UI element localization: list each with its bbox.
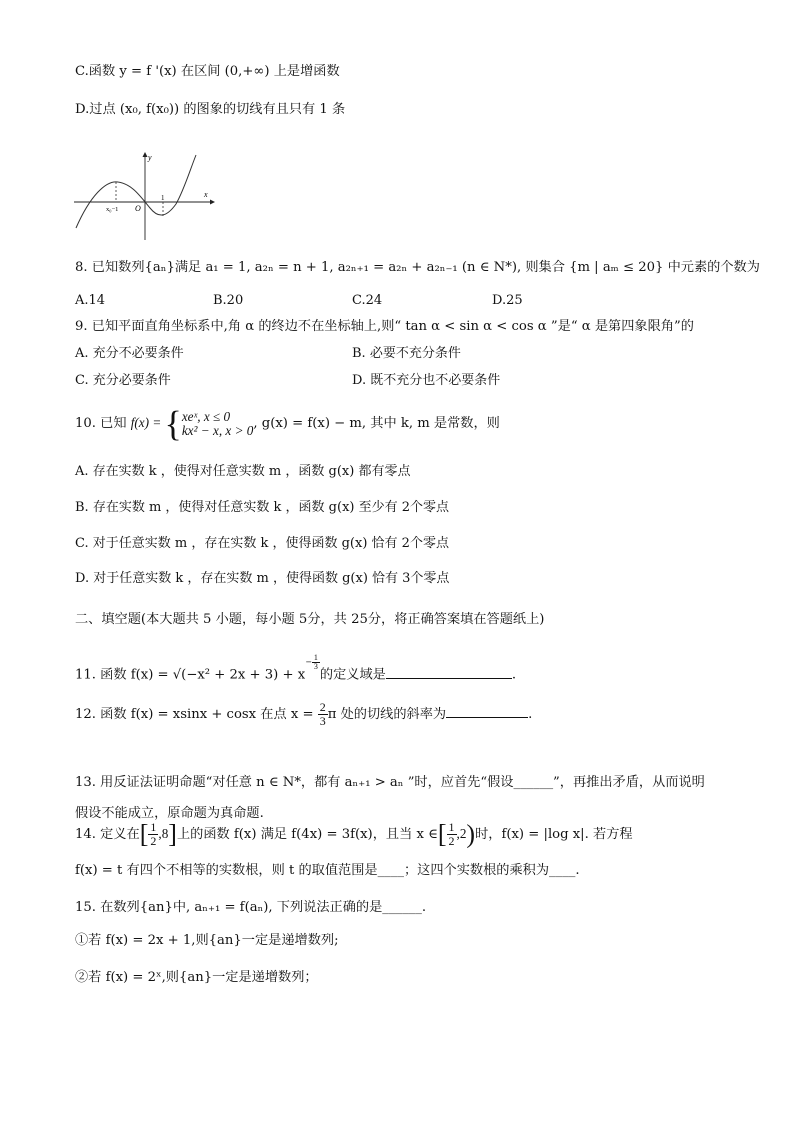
q14-int2-num: 1 bbox=[448, 820, 455, 834]
q10-suffix: , g(x) = f(x) − m, 其中 k, m 是常数，则 bbox=[253, 416, 500, 431]
q14-int2-end: ,2 bbox=[456, 826, 467, 841]
q12-suffix: π 处的切线的斜率为 bbox=[327, 707, 447, 722]
q10-option-b: B. 存在实数 m ，使得对任意实数 k ，函数 g(x) 至少有 2个零点 bbox=[75, 500, 450, 515]
q9-option-a: A. 充分不必要条件 bbox=[75, 346, 184, 361]
y-axis-arrow bbox=[143, 152, 148, 157]
q14-int2-den: 2 bbox=[448, 834, 455, 848]
q10-option-a: A. 存在实数 k ，使得对任意实数 m ，函数 g(x) 都有零点 bbox=[75, 464, 411, 479]
q12-frac-num: 2 bbox=[319, 700, 326, 714]
function-curve bbox=[76, 155, 196, 228]
q14-int1-den: 2 bbox=[150, 834, 157, 848]
x-axis-arrow bbox=[210, 200, 215, 205]
q11-exp-den: 3 bbox=[313, 662, 318, 671]
y-axis-label: y bbox=[148, 153, 152, 162]
q8-option-c: C.24 bbox=[352, 293, 383, 308]
q11-suffix: 的定义域是 bbox=[319, 667, 386, 683]
q14-mid: 上的函数 f(x) 满足 f(4x) = 3f(x)，且当 x ∈ bbox=[176, 827, 438, 842]
q15-stem: 15. 在数列{an}中, aₙ₊₁ = f(aₙ), 下列说法正确的是______. bbox=[75, 900, 427, 915]
x-axis-label: x bbox=[204, 190, 208, 199]
q14-suffix: 时，f(x) = |log x|. 若方程 bbox=[475, 827, 633, 842]
q13-line-1: 13. 用反证法证明命题“对任意 n ∈ N*，都有 aₙ₊₁ > aₙ ”时，应首先“假设______”，再推出矛盾，从而说明 bbox=[75, 775, 705, 790]
q10-prefix: 10. 已知 bbox=[75, 416, 127, 431]
q14-int1-num: 1 bbox=[150, 820, 157, 834]
tick-label-one: 1 bbox=[161, 194, 165, 202]
q8-option-d: D.25 bbox=[492, 293, 523, 308]
q11-prefix: 11. 函数 f(x) = √(−x² + 2x + 3) + x bbox=[75, 667, 306, 683]
q14-line-2: f(x) = t 有四个不相等的实数根，则 t 的取值范围是____；这四个实数根的乘积为____. bbox=[75, 863, 580, 878]
q9-option-d: D. 既不充分也不必要条件 bbox=[352, 373, 501, 388]
q10-case-1: xeˣ, x ≤ 0 bbox=[181, 408, 231, 424]
q9-option-c: C. 充分必要条件 bbox=[75, 373, 171, 388]
q11-stem: 11. 函数 $f(x) = √(-x^2 + 2x + 3) + x^{- \frac{1}{3}}$ 的定义域是 . bbox=[75, 653, 517, 683]
origin-label: O bbox=[135, 204, 141, 213]
function-graph-figure bbox=[72, 150, 217, 245]
q12-stem: 12. 函数 f(x) = xsinx + cosx 在点 x = $\frac{2}{3}$ π 处的切线的斜率为 . bbox=[75, 700, 533, 728]
q10-brace: { bbox=[164, 403, 182, 444]
q11-exp-num: 1 bbox=[313, 653, 318, 662]
q14-line-1: 14. 定义在[ $\frac{1}{2}$ ,8]上的函数 f(x) 满足 f(4x) = 3f(x)，且当 x ∈[ $\frac{1}{2}$ ,2)时，f(x) = |log x|. 若方程 bbox=[75, 819, 633, 849]
q7-option-c: C.函数 y = f '(x) 在区间 (0,+∞) 上是增函数 bbox=[75, 64, 340, 79]
q9-stem: 9. 已知平面直角坐标系中,角 α 的终边不在坐标轴上,则“ tan α < sin α < cos α ”是“ α 是第四象限角”的 bbox=[75, 319, 694, 334]
q10-case-2: kx² − x, x > 0 bbox=[181, 422, 254, 438]
q14-prefix: 14. 定义在 bbox=[75, 827, 140, 842]
q10-stem: 10. 已知 f(x) = { xeˣ, x ≤ 0 kx² − x, x > 0 , g(x) = f(x) − m, 其中 k, m 是常数，则 bbox=[75, 403, 500, 444]
q11-answer-blank[interactable] bbox=[386, 666, 512, 679]
q7-option-d: D.过点 (x₀, f(x₀)) 的图象的切线有且只有 1 条 bbox=[75, 102, 346, 117]
q14-int1-end: ,8 bbox=[158, 826, 169, 841]
q10-piecewise bbox=[182, 410, 254, 438]
q12-frac-den: 3 bbox=[319, 714, 326, 728]
q10-option-c: C. 对于任意实数 m ，存在实数 k ，使得函数 g(x) 恰有 2个零点 bbox=[75, 536, 449, 551]
section-2-heading: 二、填空题(本大题共 5 小题，每小题 5分，共 25分，将正确答案填在答题纸上) bbox=[75, 612, 545, 627]
q8-stem: 8. 已知数列{aₙ}满足 a₁ = 1, a₂ₙ = n + 1, a₂ₙ₊₁ = a₂ₙ + a₂ₙ₋₁ (n ∈ N*), 则集合 {m | aₘ ≤ 20} 中元素的个数为 bbox=[75, 260, 760, 275]
q15-item-2: ②若 f(x) = 2ˣ,则{an}一定是递增数列； bbox=[75, 970, 318, 985]
q15-item-1: ①若 f(x) = 2x + 1,则{an}一定是递增数列; bbox=[75, 933, 339, 948]
q13-line-2: 假设不能成立，原命题为真命题. bbox=[75, 806, 264, 821]
q8-option-a: A.14 bbox=[75, 293, 106, 308]
q9-option-b: B. 必要不充分条件 bbox=[352, 346, 461, 361]
q8-option-b: B.20 bbox=[213, 293, 244, 308]
q12-answer-blank[interactable] bbox=[446, 705, 528, 718]
q10-option-d: D. 对于任意实数 k ，存在实数 m ，使得函数 g(x) 恰有 3个零点 bbox=[75, 571, 450, 586]
q12-prefix: 12. 函数 f(x) = xsinx + cosx 在点 x = bbox=[75, 707, 314, 722]
tick-label-x0: x₀−1 bbox=[106, 206, 119, 213]
